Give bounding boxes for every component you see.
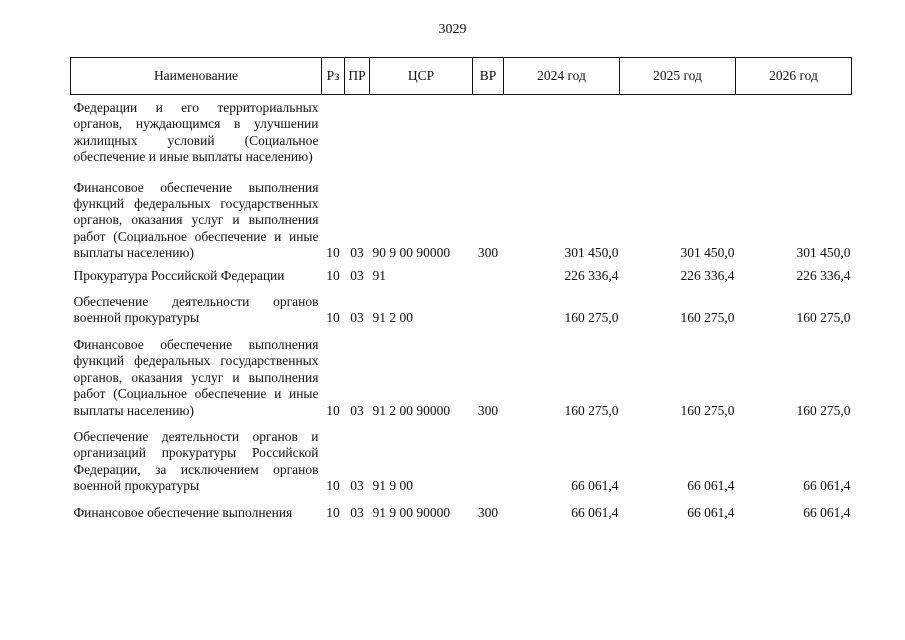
row-csr: 91 9 00 90000: [372, 504, 451, 520]
row-csr: [370, 100, 473, 166]
row-pr: 03: [350, 267, 364, 283]
row-2026: 301 450,0: [796, 245, 851, 261]
row-rz: 10: [326, 478, 340, 494]
table-row: [71, 337, 852, 419]
row-name: Финансовое обеспечение выполнения функций федеральных государственных органов, оказания услуг и выполнения работ (Социальное обеспечение и иные выплаты населению): [73, 336, 319, 418]
row-rz: 10: [326, 267, 340, 283]
row-pr: 03: [350, 478, 364, 494]
row-2026: 160 275,0: [796, 310, 851, 326]
table-row: [71, 294, 852, 327]
row-2026: [736, 100, 852, 166]
row-pr: [345, 100, 370, 166]
row-2025: 301 450,0: [680, 245, 735, 261]
row-2025: 66 061,4: [687, 478, 735, 494]
row-pr: 03: [350, 402, 364, 418]
row-rz: 10: [326, 310, 340, 326]
row-csr: 91 2 00 90000: [372, 402, 451, 418]
row-pr: 03: [350, 504, 364, 520]
row-pr: 03: [350, 245, 364, 261]
header-csr: ЦСР: [370, 58, 473, 95]
row-name: Федерации и его территориальных органов, нуждающимся в улучшении жилищных условий (Социальное обеспечение и иные выплаты населению): [73, 100, 319, 165]
row-vr: 300: [477, 504, 499, 520]
table-row: [71, 268, 852, 284]
row-vr: [473, 100, 504, 166]
budget-table: [70, 57, 852, 521]
row-2024: 226 336,4: [564, 267, 619, 283]
header-pr: ПР: [345, 58, 370, 95]
header-vr: ВР: [473, 58, 504, 95]
row-2026: 66 061,4: [803, 504, 851, 520]
header-2024: 2024 год: [504, 58, 620, 95]
row-2024: [504, 100, 620, 166]
table-row: [71, 429, 852, 495]
row-2024: 301 450,0: [564, 245, 619, 261]
row-2024: 160 275,0: [564, 402, 619, 418]
row-name: Обеспечение деятельности органов военной прокуратуры: [73, 294, 319, 326]
row-2025: [620, 100, 736, 166]
row-name: Обеспечение деятельности органов и организаций прокуратуры Российской Федерации, за исключением органов военной прокуратуры: [73, 428, 319, 494]
row-rz: 10: [326, 402, 340, 418]
row-csr: 90 9 00 90000: [372, 245, 451, 261]
row-name: Финансовое обеспечение выполнения функций федеральных государственных органов, оказания услуг и выполнения работ (Социальное обеспечение и иные выплаты населению): [73, 179, 319, 261]
page-number: 3029: [438, 22, 467, 37]
table-row: [71, 505, 852, 521]
row-rz: 10: [326, 245, 340, 261]
row-2024: 66 061,4: [571, 478, 619, 494]
row-2026: 160 275,0: [796, 402, 851, 418]
table-row: [71, 180, 852, 262]
row-2025: 160 275,0: [680, 402, 735, 418]
row-vr: 300: [477, 402, 499, 418]
row-pr: 03: [350, 310, 364, 326]
row-name: Прокуратура Российской Федерации: [73, 267, 285, 283]
row-2026: 226 336,4: [796, 267, 851, 283]
table-row: [71, 100, 852, 166]
header-2026: 2026 год: [736, 58, 852, 95]
header-rz: Рз: [322, 58, 345, 95]
row-2025: 226 336,4: [680, 267, 735, 283]
row-csr: 91 9 00: [372, 478, 413, 494]
row-vr: [473, 268, 504, 284]
header-2025: 2025 год: [620, 58, 736, 95]
row-2024: 160 275,0: [564, 310, 619, 326]
header-name: Наименование: [71, 58, 322, 95]
row-vr: [473, 294, 504, 327]
table-header: [71, 58, 852, 95]
row-vr: 300: [477, 245, 499, 261]
row-2024: 66 061,4: [571, 504, 619, 520]
row-csr: 91: [372, 267, 386, 283]
row-2026: 66 061,4: [803, 478, 851, 494]
row-csr: 91 2 00: [372, 310, 413, 326]
row-vr: [473, 429, 504, 495]
row-2025: 160 275,0: [680, 310, 735, 326]
row-rz: 10: [326, 504, 340, 520]
row-rz: [322, 100, 345, 166]
row-name: Финансовое обеспечение выполнения: [73, 504, 293, 520]
row-2025: 66 061,4: [687, 504, 735, 520]
table-body: [71, 95, 852, 521]
